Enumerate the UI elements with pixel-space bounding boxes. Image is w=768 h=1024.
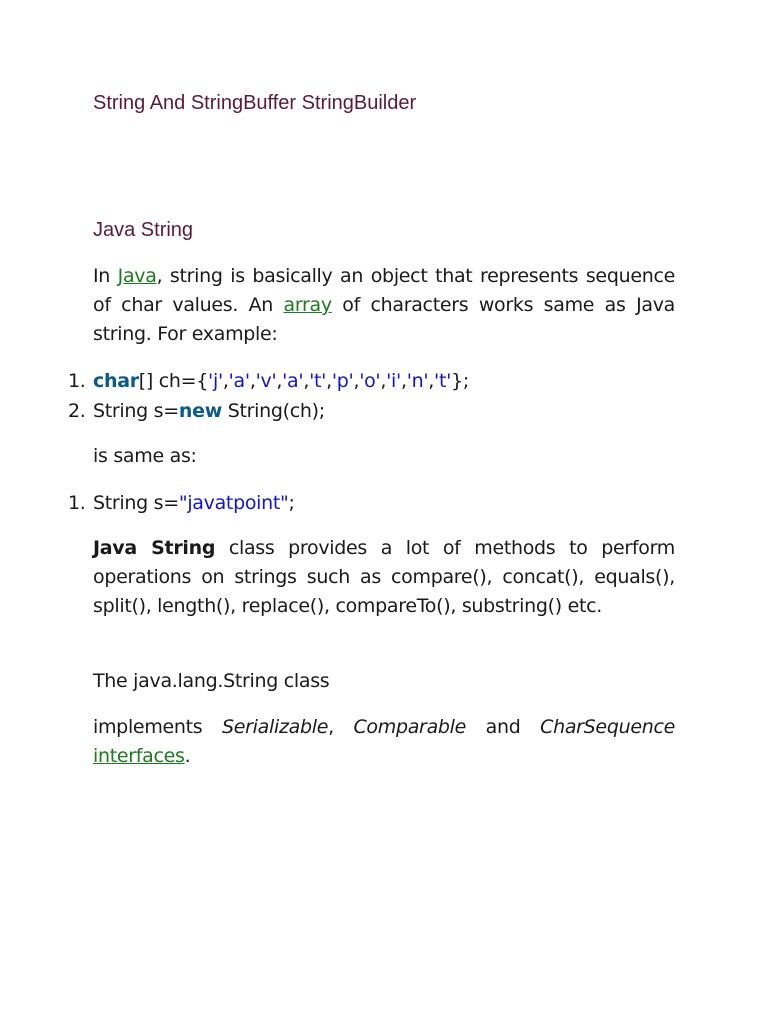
keyword-char: char bbox=[93, 370, 139, 392]
code-line-1 bbox=[68, 488, 295, 518]
char-literal: 'a' bbox=[282, 370, 304, 392]
code-line-1: 1. char[] ch={'j','a','v','a','t','p','o','i','n','t'}; bbox=[68, 366, 469, 396]
implements-text: implements bbox=[93, 716, 223, 738]
code-text: String(ch); bbox=[221, 400, 325, 422]
implements-text: . bbox=[184, 745, 191, 767]
char-literal: 'v' bbox=[255, 370, 277, 392]
code-text: }; bbox=[451, 370, 469, 392]
keyword-new: new bbox=[178, 400, 222, 422]
implements-paragraph bbox=[93, 713, 675, 771]
document-title: String And StringBuffer StringBuilder bbox=[93, 92, 417, 114]
char-literal: 'o' bbox=[359, 370, 381, 392]
intro-text-3: of characters works same as Java string. For example: bbox=[93, 294, 676, 345]
section-heading: Java String bbox=[93, 219, 194, 241]
class-line: The java.lang.String class bbox=[93, 670, 330, 692]
char-literal: 'a' bbox=[228, 370, 250, 392]
charsequence-term: CharSequence bbox=[540, 716, 675, 738]
implements-text: , bbox=[328, 716, 354, 738]
line-number: 2. bbox=[68, 400, 86, 422]
methods-text: class provides a lot of methods to perform operations on strings such as compare(), concat(), equals(), split(), length(), replace(), compareTo(), substring() etc. bbox=[93, 537, 675, 617]
code-block-2 bbox=[68, 488, 295, 518]
char-literal: 'n' bbox=[406, 370, 429, 392]
same-as-text: is same as: bbox=[93, 445, 197, 467]
line-number: 1. bbox=[68, 492, 86, 514]
methods-paragraph bbox=[93, 534, 675, 621]
code-text: [] ch={ bbox=[138, 370, 209, 392]
implements-text: and bbox=[466, 716, 541, 738]
char-literal: 't' bbox=[434, 370, 452, 392]
char-literal: 'j' bbox=[208, 370, 223, 392]
java-string-bold: Java String bbox=[93, 537, 216, 559]
code-text: String s= bbox=[93, 492, 179, 514]
serializable-term: Serializable bbox=[222, 716, 329, 738]
interfaces-link[interactable]: interfaces bbox=[93, 745, 185, 767]
char-literal: 't' bbox=[309, 370, 327, 392]
code-text: ; bbox=[288, 492, 295, 514]
char-literal: 'p' bbox=[331, 370, 354, 392]
code-block-1 bbox=[68, 366, 469, 426]
line-number: 1. bbox=[68, 370, 86, 392]
java-link[interactable]: Java bbox=[117, 265, 157, 287]
intro-text-2: , string is basically an object that represents sequence of char values. An bbox=[93, 265, 675, 316]
intro-paragraph bbox=[93, 262, 675, 349]
string-literal: "javatpoint" bbox=[178, 492, 289, 514]
code-text: String s= bbox=[93, 400, 179, 422]
char-literal: 'i' bbox=[386, 370, 401, 392]
intro-text-1: In bbox=[93, 265, 118, 287]
code-line-2 bbox=[68, 396, 469, 426]
comparable-term: Comparable bbox=[353, 716, 467, 738]
array-link[interactable]: array bbox=[283, 294, 332, 316]
